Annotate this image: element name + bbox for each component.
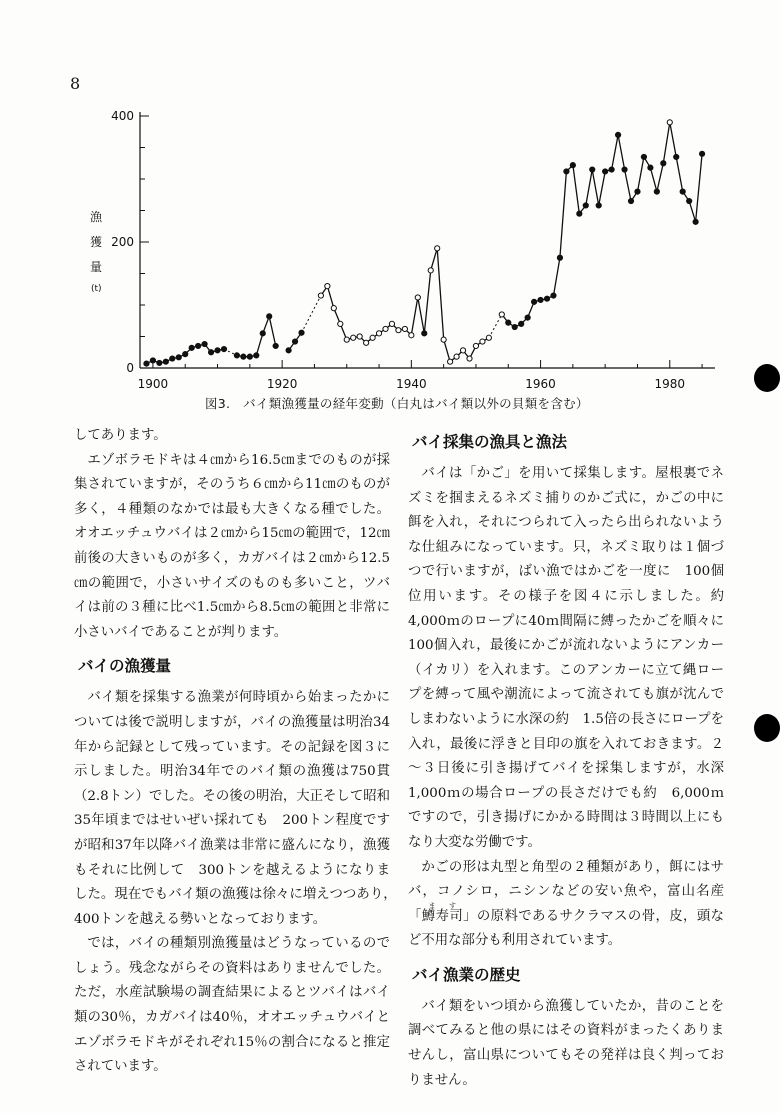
chart-point — [622, 167, 627, 172]
chart-point — [525, 315, 530, 320]
chart-point-open — [467, 356, 472, 361]
y-tick-label: 400 — [111, 109, 134, 123]
chart-point-open — [480, 339, 485, 344]
chart-point — [628, 198, 633, 203]
chart-point — [254, 353, 259, 358]
chart-point — [247, 354, 252, 359]
chart-point-open — [376, 331, 381, 336]
chart-point — [157, 360, 162, 365]
chart-point — [648, 165, 653, 170]
left-paragraph-1: してあります。 — [74, 428, 167, 443]
chart-point-open — [435, 246, 440, 251]
chart-point — [170, 356, 175, 361]
chart-point — [299, 330, 304, 335]
chart-series-line — [502, 122, 702, 327]
chart-point — [208, 350, 213, 355]
chart-point-open — [486, 335, 491, 340]
chart-point-open — [402, 326, 407, 331]
chart-point-open — [338, 321, 343, 326]
chart-point-open — [499, 312, 504, 317]
chart-point-open — [383, 326, 388, 331]
binding-hole-mark — [754, 714, 780, 742]
chart-point — [544, 296, 549, 301]
chart-point — [674, 154, 679, 159]
chart-point — [609, 167, 614, 172]
chart-point — [512, 324, 517, 329]
left-column — [74, 424, 404, 1080]
chart-point — [680, 189, 685, 194]
y-tick-label: 0 — [126, 361, 134, 375]
chart-point-open — [389, 321, 394, 326]
chart-point — [267, 314, 272, 319]
section-heading-history: バイ漁業の歴史 — [412, 965, 521, 984]
chart-point — [693, 219, 698, 224]
y-axis-title — [90, 210, 103, 294]
section-heading-gear: バイ採集の漁具と漁法 — [412, 433, 568, 451]
chart-axes — [111, 109, 715, 391]
chart-point — [557, 255, 562, 260]
y-axis-label-char-2: 獲 — [90, 235, 103, 249]
figure-caption: 図3. バイ類漁獲量の経年変動（白丸はバイ類以外の貝類を含む） — [205, 396, 589, 411]
chart-point — [532, 299, 537, 304]
section-heading-catch: バイの漁獲量 — [78, 657, 172, 676]
chart-point-open — [357, 334, 362, 339]
chart-point — [699, 151, 704, 156]
chart-series-lines — [147, 122, 703, 363]
chart-point-open — [318, 293, 323, 298]
chart-point-open — [667, 120, 672, 125]
masuzushi-word: 鱒寿司ます — [421, 901, 464, 924]
chart-series-line — [237, 316, 276, 356]
chart-point-open — [473, 343, 478, 348]
chart-point — [603, 169, 608, 174]
chart-point — [519, 321, 524, 326]
chart-point — [570, 163, 575, 168]
binding-hole-mark — [754, 364, 780, 392]
chart-point-open — [370, 335, 375, 340]
right-paragraph-2: かごの形は丸型と角型の２種類があり，餌にはサバ，コノシロ，ニシンなどの安い魚や，富山名産「鱒寿司ます」の原料であるサクラマスの骨，皮，頭など不用な部分も利用されています。 — [408, 859, 725, 949]
chart-gap-line — [489, 314, 502, 337]
x-tick-label: 1900 — [137, 377, 169, 391]
chart-point — [292, 339, 297, 344]
y-axis-label-char-1: 漁 — [90, 210, 103, 224]
chart-point — [596, 203, 601, 208]
catch-chart — [0, 0, 780, 400]
x-tick-label: 1960 — [525, 377, 556, 391]
right-column — [408, 424, 738, 1093]
x-tick-label: 1980 — [654, 377, 686, 391]
chart-point — [260, 331, 265, 336]
chart-point — [615, 132, 620, 137]
chart-point — [506, 320, 511, 325]
chart-point-open — [331, 306, 336, 311]
chart-point-open — [396, 328, 401, 333]
x-tick-label: 1920 — [266, 377, 298, 391]
chart-series-line — [321, 248, 489, 361]
chart-point-open — [325, 284, 330, 289]
right-paragraph-3: バイ類をいつ頃から漁獲していたか，昔のことを調べてみると他の県にはその資料がまったくありませんし，富山県についてもその発祥は良く判っておりません。 — [408, 998, 724, 1088]
y-axis-unit: (t) — [91, 284, 102, 294]
left-paragraph-4: では，バイの種類別漁獲量はどうなっているのでしょう。残念ながらその資料はありませんでした。ただ，水産試験場の調査結果によるとツバイはバイ類の30％，カガバイは40％，オオエッチュウバイとエゾボラモドキがそれぞれ15％の割合になると推定されています。 — [74, 936, 390, 1075]
chart-gap-line — [302, 296, 321, 333]
x-tick-label: 1940 — [396, 377, 427, 391]
left-paragraph-2: エゾボラモドキは４㎝から16.5㎝までのものが採集されていますが，そのうち６㎝から11㎝のものが多く，４種類のなかでは最も大きくなる種でした。オオエッチュウバイは２㎝から15㎝の範囲で，12㎝前後の大きいものが多く，カガバイは２㎝から12.5㎝の範囲で，小さいサイズのものも多いこと，ツバイは前の３種に比べ1.5㎝から8.5㎝の範囲と非常に小さいバイであることが判ります。 — [74, 452, 390, 640]
chart-point-open — [448, 359, 453, 364]
chart-point — [221, 347, 226, 352]
chart-point — [196, 343, 201, 348]
chart-point — [176, 355, 181, 360]
chart-point — [215, 348, 220, 353]
y-axis-label-char-3: 量 — [90, 260, 103, 274]
chart-point — [687, 198, 692, 203]
chart-point — [635, 189, 640, 194]
chart-point — [538, 297, 543, 302]
chart-point — [286, 348, 291, 353]
page-number: 8 — [70, 74, 81, 93]
chart-point-open — [428, 268, 433, 273]
chart-point — [577, 211, 582, 216]
chart-point — [641, 154, 646, 159]
y-tick-label: 200 — [111, 235, 134, 249]
chart-point-open — [351, 335, 356, 340]
chart-point-open — [460, 348, 465, 353]
chart-point — [234, 353, 239, 358]
chart-point-open — [344, 337, 349, 342]
chart-point — [661, 161, 666, 166]
chart-point — [551, 293, 556, 298]
chart-point — [654, 189, 659, 194]
chart-point — [183, 352, 188, 357]
chart-point — [189, 345, 194, 350]
chart-point — [273, 343, 278, 348]
chart-point — [163, 359, 168, 364]
chart-point-open — [441, 337, 446, 342]
chart-point-open — [409, 333, 414, 338]
chart-point — [144, 361, 149, 366]
chart-point — [422, 331, 427, 336]
chart-point — [590, 167, 595, 172]
chart-point-open — [454, 354, 459, 359]
left-paragraph-3: バイ類を採集する漁業が何時頃から始まったかについては後で説明しますが，バイの漁獲量は明治34年から記録として残っています。その記録を図３に示しました。明治34年でのバイ類の漁獲は750貫（2.8トン）でした。その後の明治，大正そして昭和35年頃まではせいぜい採れても 200トン程度ですが昭和37年以降バイ漁業は非常に盛んになり，漁獲もそれに比例して 300トンを越えるようになりました。現在でもバイ類の漁獲は徐々に増えつつあり， 400トンを越える勢いとなっております。 — [74, 690, 404, 927]
chart-point-open — [415, 295, 420, 300]
chart-point-open — [364, 340, 369, 345]
chart-point — [564, 169, 569, 174]
right-paragraph-1: バイは「かご」を用いて採集します。屋根裏でネズミを掴まえるネズミ捕りのかご式に，かごの中に餌を入れ，それにつられて入ったら出られないような仕組みになっています。只，ネズミ取りは１個づつで行いますが，ばい漁ではかごを一度に 100個位用います。その様子を図４に示しました。約 4,000ｍのロープに40ｍ間隔に縛ったかごを順々に 100個入れ，最後にかごが流れないようにアンカー（イカリ）を入れます。このアンカーに立て縄ロープを縛って風や潮流によって流されても旗が沈んでしまわないように水深の約 1.5倍の長さにロープを入れ，最後に浮きと目印の旗を入れておきます。２～３日後に引き揚げてバイを採集しますが，水深 1,000ｍの場合ロープの長さだけでも約 6,000ｍですので，引き揚げにかかる時間は３時間以上にもなり大変な労働です。 — [408, 466, 738, 850]
chart-point — [583, 203, 588, 208]
chart-point — [241, 354, 246, 359]
chart-point — [202, 341, 207, 346]
chart-point — [150, 358, 155, 363]
